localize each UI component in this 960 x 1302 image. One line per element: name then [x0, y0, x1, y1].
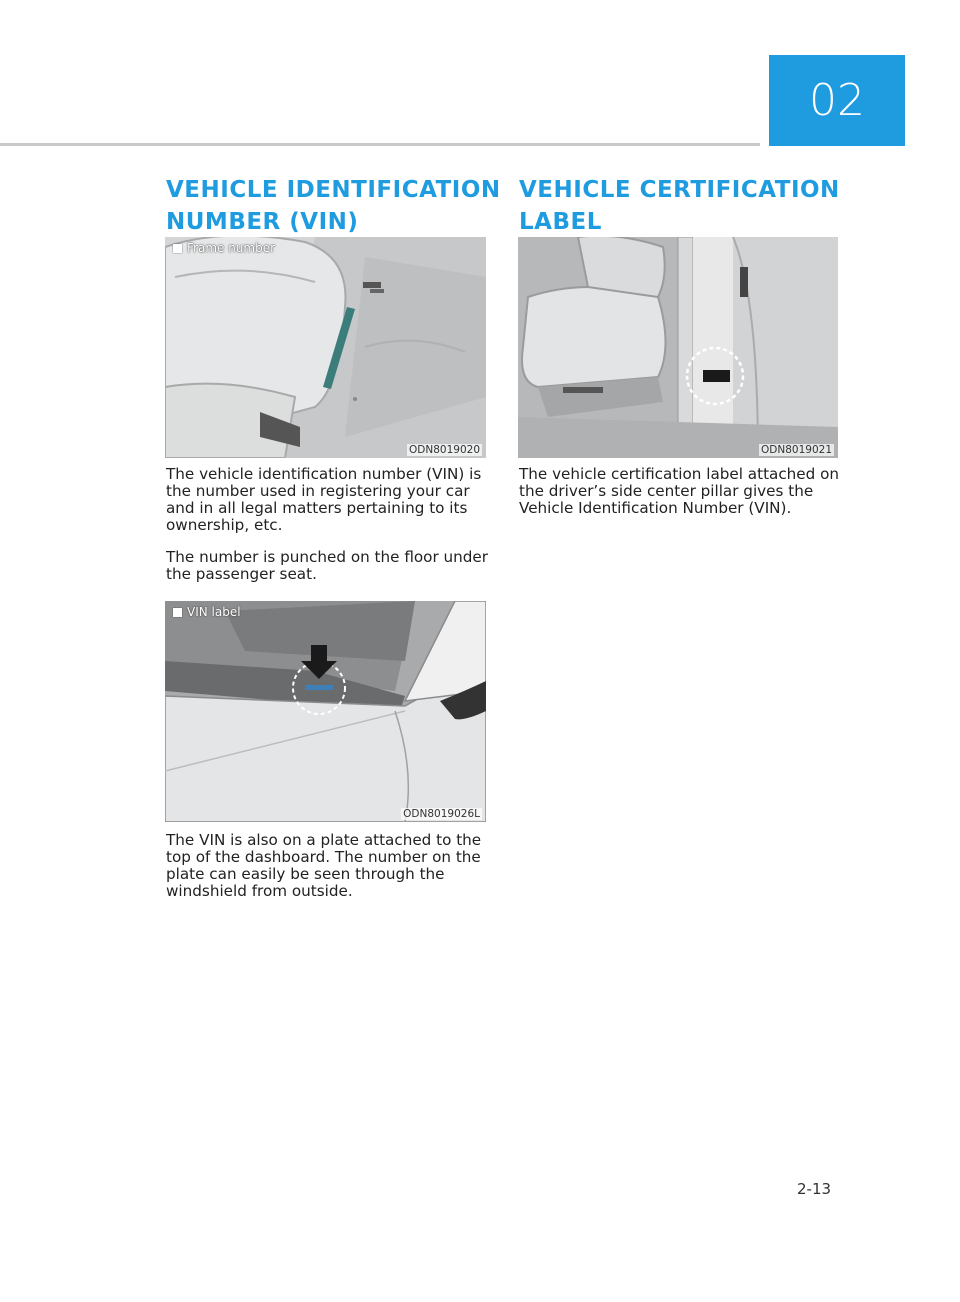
certification-label-figure	[518, 237, 838, 458]
vin-paragraph-3: The VIN is also on a plate attached to the top of the dashboard. The number on the plate can easily be seen through the windshield from outside.	[166, 831, 482, 900]
chapter-tab: 02	[769, 55, 905, 146]
frame-number-label	[173, 241, 275, 255]
vin-label-illustration	[165, 601, 486, 822]
frame-number-figure	[165, 237, 486, 458]
vin-label-caption	[173, 605, 241, 619]
header-rule	[0, 143, 760, 146]
square-bullet-icon	[173, 608, 182, 617]
vin-heading	[166, 174, 501, 238]
certification-heading	[519, 174, 840, 238]
certification-label-illustration	[518, 237, 838, 458]
certification-heading-line2: LABEL	[519, 209, 602, 235]
certification-heading-line1: VEHICLE CERTIFICATION	[519, 177, 840, 203]
vin-paragraph-2: The number is punched on the floor under the passenger seat.	[166, 548, 489, 583]
square-bullet-icon	[173, 244, 182, 253]
figure-code: ODN8019021	[761, 444, 832, 456]
page-number: 2-13	[797, 1180, 832, 1198]
vin-label-caption-text: VIN label	[187, 605, 241, 619]
vin-label-figure	[165, 601, 486, 822]
frame-number-illustration	[165, 237, 486, 458]
vin-paragraph-1: The vehicle identification number (VIN) is the number used in registering your car and in all legal matters pertaining to its ownership, etc.	[166, 465, 482, 534]
vin-heading-line2: NUMBER (VIN)	[166, 209, 359, 235]
certification-paragraph: The vehicle certification label attached on the driver’s side center pillar gives the Vehicle Identification Number (VIN).	[519, 465, 840, 517]
vin-heading-line1: VEHICLE IDENTIFICATION	[166, 177, 501, 203]
figure-code: ODN8019026L	[403, 808, 480, 820]
figure-code: ODN8019020	[409, 444, 480, 456]
frame-number-label-text: Frame number	[187, 241, 276, 255]
